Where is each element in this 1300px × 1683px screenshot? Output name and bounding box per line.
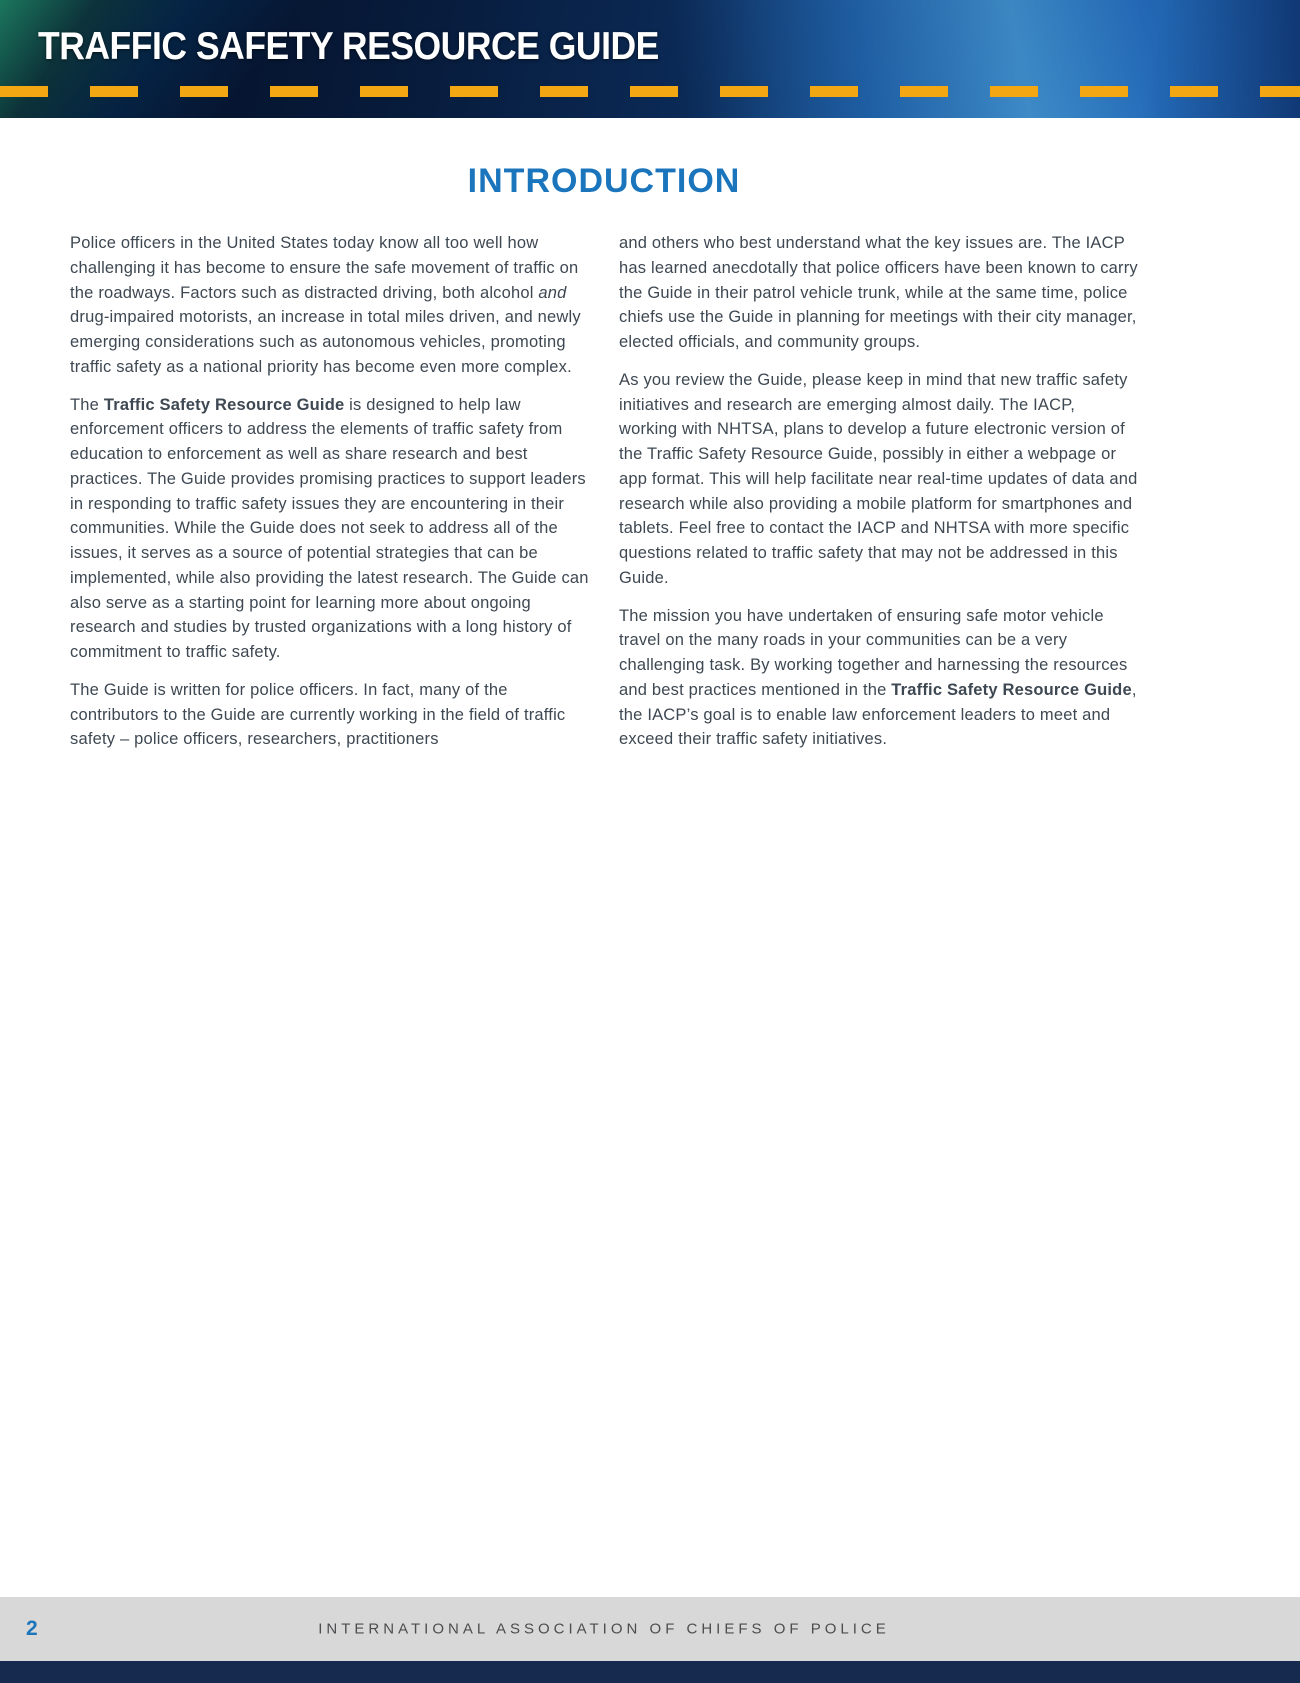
paragraph xyxy=(619,231,1138,355)
text-segment: and others who best understand what the key issues are. The IACP has learned anecdotally that police officers have been known to carry the Guide in their patrol vehicle trunk, while at the same time, police chiefs use the Guide in planning for meetings with their city manager, elected officials, and community groups. xyxy=(619,234,1138,351)
paragraph xyxy=(619,368,1138,591)
text-segment: Traffic Safety Resource Guide xyxy=(103,395,345,414)
page-footer xyxy=(0,1597,1300,1661)
text-segment: is designed to help law enforcement officers to address the elements of traffic safety from education to enforcement as well as share research and best practices. The Guide provides promising practices to support leaders in responding to traffic safety issues they are encountering in their communities. While the Guide does not seek to address all of the issues, it serves as a source of potential strategies that can be implemented, while also providing the latest research. The Guide can also serve as a starting point for learning more about ongoing research and studies by trusted organizations with a long history of commitment to traffic safety. xyxy=(70,395,589,661)
footer-organization-text: INTERNATIONAL ASSOCIATION OF CHIEFS OF POLICE xyxy=(318,1620,890,1638)
text-segment: The Guide is written for police officers. In fact, many of the contributors to the Guide are currently working in the field of traffic safety – police officers, researchers, practitioners xyxy=(70,680,566,749)
guide-title: TRAFFIC SAFETY RESOURCE GUIDE xyxy=(38,24,659,68)
left-column xyxy=(70,231,589,765)
text-segment: , the IACP’s goal is to enable law enforcement leaders to meet and exceed their traffic safety initiatives. xyxy=(619,680,1137,749)
page-number: 2 xyxy=(26,1617,38,1640)
paragraph xyxy=(70,678,589,752)
text-segment: As you review the Guide, please keep in mind that new traffic safety initiatives and research are emerging almost daily. The IACP, working with NHTSA, plans to develop a future electronic version of the Traffic Safety Resource Guide, possibly in either a webpage or app format. This will help facilitate near real-time updates of data and research while also providing a mobile platform for smartphones and tablets. Feel free to contact the IACP and NHTSA with more specific questions related to traffic safety that may not be addressed in this Guide. xyxy=(619,370,1138,587)
text-segment: The mission you have undertaken of ensuring safe motor vehicle travel on the many roads in your communities can be a very challenging task. By working together and harnessing the resources and best practices mentioned in the xyxy=(619,606,1128,699)
text-segment: The xyxy=(70,395,104,414)
text-segment: Traffic Safety Resource Guide xyxy=(891,680,1132,699)
text-segment: Police officers in the United States today know all too well how challenging it has become to ensure the safe movement of traffic on the roadways. Factors such as distracted driving, both alcohol xyxy=(70,234,579,302)
bottom-navy-bar xyxy=(0,1661,1300,1683)
paragraph xyxy=(70,393,589,665)
page-body xyxy=(0,118,1300,765)
text-segment: drug-impaired motorists, an increase in total miles driven, and newly emerging considerations such as autonomous vehicles, promoting traffic safety as a national priority has become even more complex. xyxy=(70,308,581,376)
road-dashes-divider xyxy=(0,86,1300,97)
right-column xyxy=(619,231,1138,765)
paragraph xyxy=(619,604,1138,753)
paragraph xyxy=(70,231,589,380)
page-header-banner xyxy=(0,0,1300,118)
section-title: INTRODUCTION xyxy=(467,162,741,200)
text-segment: and xyxy=(538,283,567,302)
two-column-text xyxy=(70,231,1138,765)
